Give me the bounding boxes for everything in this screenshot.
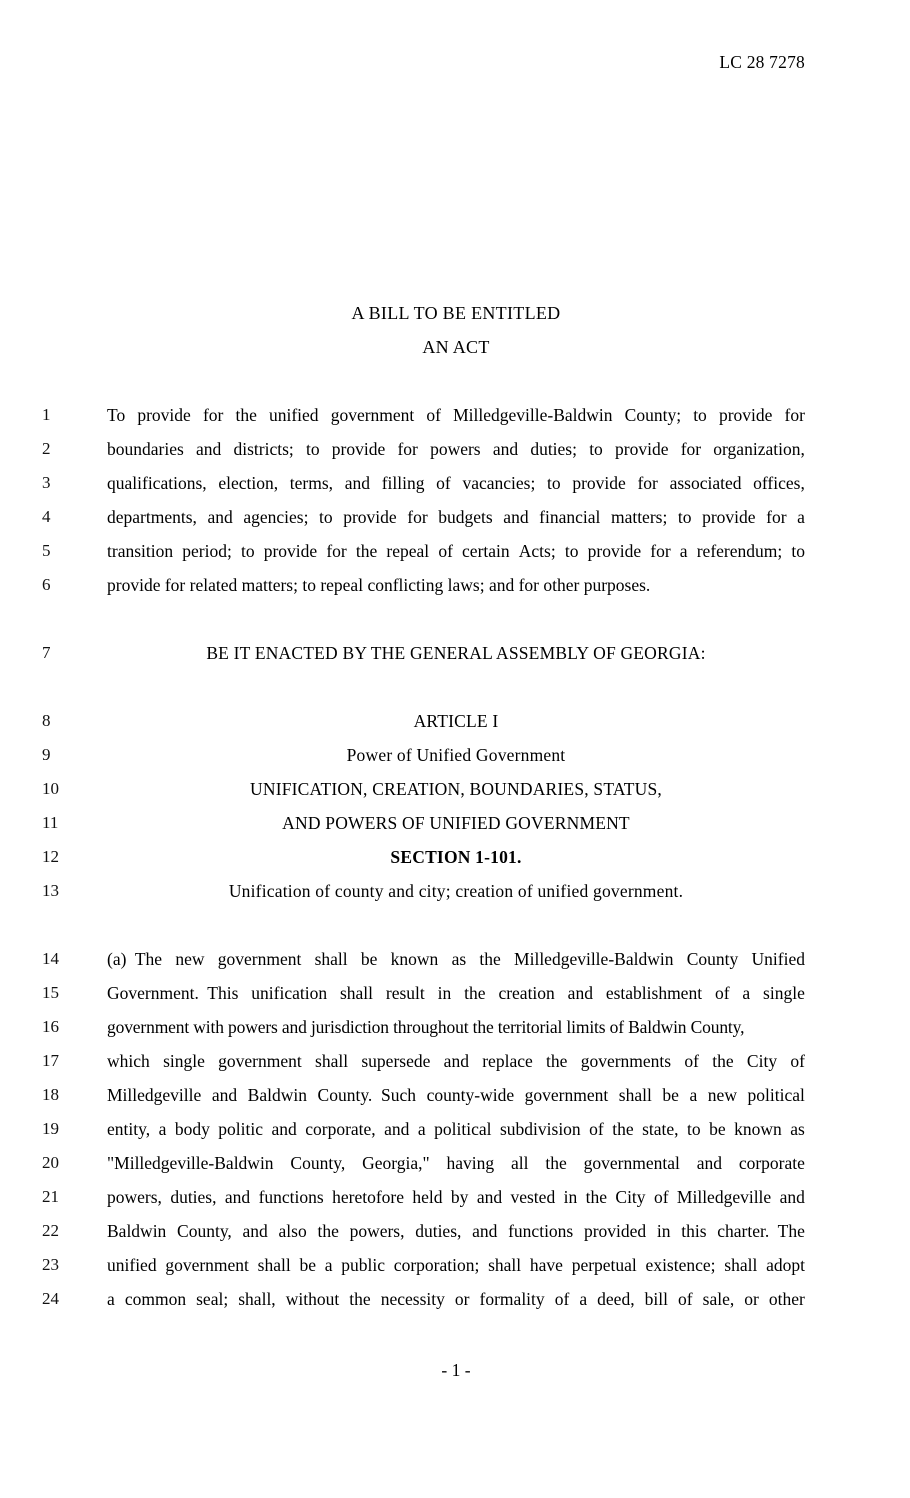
- line-word: functions: [258, 1187, 324, 1207]
- line-number: 23: [42, 1255, 59, 1274]
- line-word: unified: [107, 1255, 157, 1275]
- line-word: perpetual: [571, 1255, 637, 1275]
- line-number: 16: [42, 1017, 59, 1036]
- numbered-line-row: [0, 1180, 910, 1214]
- line-number: 11: [42, 813, 59, 832]
- line-text: Unification of county and city; creation of unified government.: [228, 881, 684, 901]
- line-word: politic: [218, 1119, 263, 1139]
- line-word: the: [612, 1119, 634, 1139]
- line-word: shall: [315, 1051, 349, 1071]
- blank-line-row: [0, 670, 910, 704]
- line-number: 1: [42, 405, 51, 424]
- line-word: of: [426, 405, 441, 425]
- line-word: County;: [624, 405, 682, 425]
- line-word: duties,: [415, 1221, 462, 1241]
- line-text: provide for related matters; to repeal conflicting laws; and for other purposes.: [107, 575, 651, 595]
- line-word: associated: [669, 473, 742, 493]
- line-word: of: [678, 1289, 693, 1309]
- line-word: of: [684, 1051, 699, 1071]
- line-word: bill: [644, 1289, 668, 1309]
- line-number: 3: [42, 473, 51, 492]
- line-word: public: [341, 1255, 386, 1275]
- line-word: replace: [482, 1051, 533, 1071]
- line-number: 8: [42, 711, 51, 730]
- line-text: [107, 398, 805, 432]
- line-word: a: [742, 983, 751, 1003]
- line-word: of: [554, 1289, 570, 1309]
- line-text: [107, 500, 805, 534]
- line-word: political: [747, 1085, 805, 1105]
- line-word: in: [437, 983, 452, 1003]
- line-text: BE IT ENACTED BY THE GENERAL ASSEMBLY OF GEORGIA:: [206, 643, 706, 663]
- line-word: be: [360, 949, 378, 969]
- line-word: common: [124, 1289, 187, 1309]
- line-word: corporate,: [305, 1119, 376, 1139]
- bill-title-line-1: A BILL TO BE ENTITLED: [351, 303, 561, 323]
- line-number: 6: [42, 575, 51, 594]
- numbered-line-row: [0, 1044, 910, 1078]
- line-word: agencies;: [243, 507, 309, 527]
- line-number: 9: [42, 745, 51, 764]
- numbered-line-row: [0, 1078, 910, 1112]
- numbered-line-row: [0, 568, 910, 602]
- line-word: "Milledgeville-Baldwin: [107, 1153, 274, 1173]
- line-word: to: [677, 507, 692, 527]
- line-word: be: [709, 1119, 726, 1139]
- line-word: government: [165, 1255, 249, 1275]
- line-word: government: [524, 1085, 609, 1105]
- line-word: to: [305, 439, 320, 459]
- line-word: Georgia,": [362, 1153, 430, 1173]
- line-word: a: [579, 1289, 588, 1309]
- line-word: Baldwin: [247, 1085, 307, 1105]
- line-word: the: [317, 1221, 339, 1241]
- line-word: sale,: [702, 1289, 735, 1309]
- line-word: financial: [539, 507, 601, 527]
- line-word: a: [324, 1255, 333, 1275]
- line-word: governments: [580, 1051, 672, 1071]
- line-word: for: [766, 507, 787, 527]
- line-word: vacancies;: [462, 473, 536, 493]
- line-word: and: [271, 1119, 297, 1139]
- line-word: and: [492, 439, 519, 459]
- line-word: provide: [702, 507, 756, 527]
- line-word: this: [681, 1221, 707, 1241]
- line-word: and: [224, 1187, 251, 1207]
- line-word: and: [207, 507, 233, 527]
- line-number: 22: [42, 1221, 59, 1240]
- line-text: [107, 1214, 805, 1248]
- line-word: necessity: [380, 1289, 445, 1309]
- line-word: a: [679, 541, 688, 561]
- line-word: charter. The: [717, 1221, 805, 1241]
- line-word: unified: [268, 405, 319, 425]
- line-word: the: [355, 541, 378, 561]
- numbered-line-row: [0, 1146, 910, 1180]
- line-word: qualifications,: [107, 473, 207, 493]
- line-word: duties,: [170, 1187, 217, 1207]
- line-word: To: [107, 405, 126, 425]
- line-word: and: [443, 1051, 469, 1071]
- line-word: powers: [430, 439, 481, 459]
- line-word: the: [479, 949, 501, 969]
- line-number: 17: [42, 1051, 59, 1070]
- line-word: new: [707, 1085, 737, 1105]
- line-word: shall,: [238, 1289, 276, 1309]
- line-word: departments,: [107, 507, 197, 527]
- line-word: also: [278, 1221, 307, 1241]
- line-word: heretofore: [332, 1187, 404, 1207]
- line-word: to: [589, 439, 603, 459]
- line-word: supersede: [361, 1051, 431, 1071]
- line-word: filling: [381, 473, 425, 493]
- line-word: the: [712, 1051, 734, 1071]
- line-word: shall: [257, 1255, 291, 1275]
- line-word: repeal: [386, 541, 430, 561]
- line-text: Power of Unified Government: [346, 745, 566, 765]
- line-number: 5: [42, 541, 51, 560]
- line-word: new: [175, 949, 205, 969]
- line-word: Government. This: [107, 983, 239, 1003]
- line-word: Milledgeville: [676, 1187, 772, 1207]
- numbered-line-row: [0, 1214, 910, 1248]
- line-word: the: [585, 1187, 607, 1207]
- line-word: result: [385, 983, 425, 1003]
- line-word: transition: [107, 541, 174, 561]
- line-word: body: [174, 1119, 210, 1139]
- line-word: of: [438, 541, 453, 561]
- line-word: all: [511, 1153, 529, 1173]
- line-word: adopt: [766, 1255, 805, 1275]
- line-word: a: [107, 1289, 115, 1309]
- line-word: Milledgeville-Baldwin: [514, 949, 674, 969]
- bill-title-line-2: AN ACT: [422, 337, 490, 357]
- line-number: 20: [42, 1153, 59, 1172]
- line-number: 13: [42, 881, 59, 900]
- line-word: of: [653, 1187, 669, 1207]
- line-word: and: [696, 1153, 722, 1173]
- numbered-line-row: [0, 840, 910, 874]
- line-word: creation: [498, 983, 555, 1003]
- numbered-line-row: [0, 806, 910, 840]
- line-word: without: [285, 1289, 340, 1309]
- line-word: of: [589, 1119, 604, 1139]
- line-word: and: [779, 1187, 805, 1207]
- line-word: certain: [462, 541, 510, 561]
- numbered-line-row: [0, 636, 910, 670]
- line-word: government: [330, 405, 415, 425]
- line-word: organization,: [713, 439, 805, 459]
- line-text: [107, 942, 805, 976]
- numbered-line-row: [0, 534, 910, 568]
- line-text: AND POWERS OF UNIFIED GOVERNMENT: [282, 813, 630, 833]
- line-word: deed,: [597, 1289, 635, 1309]
- line-word: as: [451, 949, 467, 969]
- line-word: county-wide: [426, 1085, 515, 1105]
- line-word: shall: [618, 1085, 652, 1105]
- line-text: [107, 1044, 805, 1078]
- line-word: offices,: [753, 473, 805, 493]
- line-word: corporate: [738, 1153, 805, 1173]
- line-word: to: [564, 541, 579, 561]
- line-word: (a) The: [107, 949, 163, 969]
- line-text: [107, 1180, 805, 1214]
- line-word: City: [615, 1187, 646, 1207]
- line-word: powers,: [107, 1187, 162, 1207]
- line-word: for: [202, 405, 224, 425]
- numbered-line-row: [0, 432, 910, 466]
- line-word: or: [744, 1289, 759, 1309]
- line-word: formality: [479, 1289, 545, 1309]
- line-word: functions: [508, 1221, 574, 1241]
- line-word: a: [797, 507, 805, 527]
- numbered-line-row: [0, 772, 910, 806]
- line-word: in: [563, 1187, 578, 1207]
- line-text: government with powers and jurisdiction throughout the territorial limits of Baldwin County,: [107, 1017, 745, 1037]
- line-number: 19: [42, 1119, 59, 1138]
- line-text: UNIFICATION, CREATION, BOUNDARIES, STATUS,: [250, 779, 662, 799]
- line-word: provided: [583, 1221, 647, 1241]
- line-number: 14: [42, 949, 59, 968]
- line-word: be: [662, 1085, 679, 1105]
- line-word: provide: [331, 439, 386, 459]
- line-word: and: [384, 1119, 410, 1139]
- line-word: provide: [718, 405, 773, 425]
- line-word: subdivision: [499, 1119, 581, 1139]
- line-word: provide: [137, 405, 191, 425]
- line-word: having: [446, 1153, 495, 1173]
- numbered-line-row: [0, 976, 910, 1010]
- numbered-line-row: [0, 500, 910, 534]
- line-number: 18: [42, 1085, 59, 1104]
- line-word: referendum;: [696, 541, 783, 561]
- line-word: the: [235, 405, 257, 425]
- line-word: vested: [510, 1187, 556, 1207]
- numbered-line-row: [0, 1282, 910, 1316]
- line-word: and: [476, 1187, 503, 1207]
- line-word: which: [107, 1051, 150, 1071]
- line-word: and: [472, 1221, 498, 1241]
- line-number: 2: [42, 439, 51, 458]
- line-word: shall: [339, 983, 374, 1003]
- line-text: [107, 1282, 805, 1316]
- line-word: other: [768, 1289, 805, 1309]
- line-word: shall: [314, 949, 348, 969]
- line-text: [107, 1112, 805, 1146]
- line-number: 24: [42, 1289, 59, 1308]
- line-text: ARTICLE I: [413, 711, 499, 731]
- line-word: for: [680, 439, 702, 459]
- numbered-line-row: [0, 704, 910, 738]
- line-word: corporation;: [393, 1255, 480, 1275]
- line-number: 10: [42, 779, 59, 798]
- line-word: County,: [290, 1153, 346, 1173]
- line-word: duties;: [530, 439, 577, 459]
- line-word: provide: [263, 541, 318, 561]
- line-word: governmental: [583, 1153, 680, 1173]
- line-word: for: [637, 473, 658, 493]
- line-number: 15: [42, 983, 59, 1002]
- line-word: provide: [572, 473, 626, 493]
- line-text: [107, 1078, 805, 1112]
- line-word: held: [412, 1187, 443, 1207]
- line-word: entity,: [107, 1119, 151, 1139]
- numbered-line-list: [0, 398, 910, 1316]
- line-word: the: [349, 1289, 371, 1309]
- line-text: [107, 466, 805, 500]
- line-word: to: [693, 405, 707, 425]
- line-word: a: [158, 1119, 167, 1139]
- line-word: seal;: [196, 1289, 229, 1309]
- line-word: shall: [488, 1255, 522, 1275]
- line-word: have: [529, 1255, 563, 1275]
- document-number-header: LC 28 7278: [719, 52, 805, 72]
- line-word: known: [390, 949, 439, 969]
- line-number: 7: [42, 643, 51, 662]
- line-word: City: [746, 1051, 778, 1071]
- line-word: unification: [251, 983, 328, 1003]
- line-word: a: [689, 1085, 698, 1105]
- line-word: establishment: [605, 983, 703, 1003]
- line-word: Unified: [751, 949, 805, 969]
- line-word: provide: [615, 439, 669, 459]
- line-word: and: [567, 983, 593, 1003]
- line-word: the: [464, 983, 486, 1003]
- line-word: to: [240, 541, 255, 561]
- line-text: [107, 534, 805, 568]
- line-word: by: [450, 1187, 469, 1207]
- line-word: shall: [724, 1255, 758, 1275]
- line-word: political: [434, 1119, 492, 1139]
- line-number: 21: [42, 1187, 59, 1206]
- numbered-line-row: [0, 398, 910, 432]
- line-word: to: [686, 1119, 701, 1139]
- line-word: Baldwin: [107, 1221, 167, 1241]
- line-word: for: [407, 507, 428, 527]
- line-word: and: [211, 1085, 238, 1105]
- line-number: 12: [42, 847, 59, 866]
- line-word: boundaries: [107, 439, 184, 459]
- line-word: government: [217, 949, 302, 969]
- line-word: County. Such: [317, 1085, 417, 1105]
- line-word: single: [763, 983, 805, 1003]
- line-word: powers,: [349, 1221, 405, 1241]
- blank-line-row: [0, 602, 910, 636]
- line-word: for: [650, 541, 671, 561]
- line-word: matters;: [610, 507, 668, 527]
- line-text: SECTION 1-101.: [390, 847, 522, 867]
- line-word: government: [218, 1051, 302, 1071]
- line-word: the: [546, 1051, 568, 1071]
- numbered-line-row: [0, 1248, 910, 1282]
- numbered-line-row: [0, 1010, 910, 1044]
- line-word: County: [686, 949, 739, 969]
- line-word: County,: [177, 1221, 232, 1241]
- line-text: [107, 976, 805, 1010]
- page-number-footer: - 1 -: [441, 1360, 471, 1380]
- numbered-line-row: [0, 874, 910, 908]
- line-word: the: [545, 1153, 567, 1173]
- line-word: and: [242, 1221, 268, 1241]
- line-word: for: [326, 541, 347, 561]
- line-word: terms,: [289, 473, 334, 493]
- line-word: election,: [218, 473, 279, 493]
- line-word: or: [454, 1289, 470, 1309]
- line-word: and: [503, 507, 529, 527]
- line-word: period;: [182, 541, 232, 561]
- line-word: Milledgeville-Baldwin: [453, 405, 613, 425]
- line-word: existence;: [645, 1255, 716, 1275]
- line-text: [107, 1146, 805, 1180]
- line-word: and: [196, 439, 222, 459]
- numbered-line-row: [0, 738, 910, 772]
- line-word: be: [299, 1255, 317, 1275]
- line-word: provide: [587, 541, 642, 561]
- line-word: as: [790, 1119, 805, 1139]
- line-word: of: [714, 983, 730, 1003]
- line-word: to: [547, 473, 561, 493]
- line-word: of: [436, 473, 451, 493]
- line-number: 4: [42, 507, 51, 526]
- line-word: known: [734, 1119, 782, 1139]
- line-word: budgets: [438, 507, 493, 527]
- line-word: Milledgeville: [107, 1085, 202, 1105]
- numbered-line-row: [0, 1112, 910, 1146]
- blank-line-row: [0, 908, 910, 942]
- numbered-line-row: [0, 466, 910, 500]
- line-word: Acts;: [518, 541, 556, 561]
- line-word: of: [790, 1051, 805, 1071]
- line-word: districts;: [233, 439, 294, 459]
- line-word: a: [417, 1119, 426, 1139]
- line-word: in: [656, 1221, 671, 1241]
- line-text: [107, 1248, 805, 1282]
- line-text: [107, 432, 805, 466]
- line-word: state,: [642, 1119, 679, 1139]
- numbered-line-row: [0, 942, 910, 976]
- bill-title-block: [107, 296, 805, 364]
- line-word: for: [397, 439, 418, 459]
- line-word: to: [319, 507, 333, 527]
- line-word: provide: [343, 507, 397, 527]
- line-word: single: [163, 1051, 205, 1071]
- line-word: and: [344, 473, 371, 493]
- line-word: to: [791, 541, 805, 561]
- line-word: for: [784, 405, 805, 425]
